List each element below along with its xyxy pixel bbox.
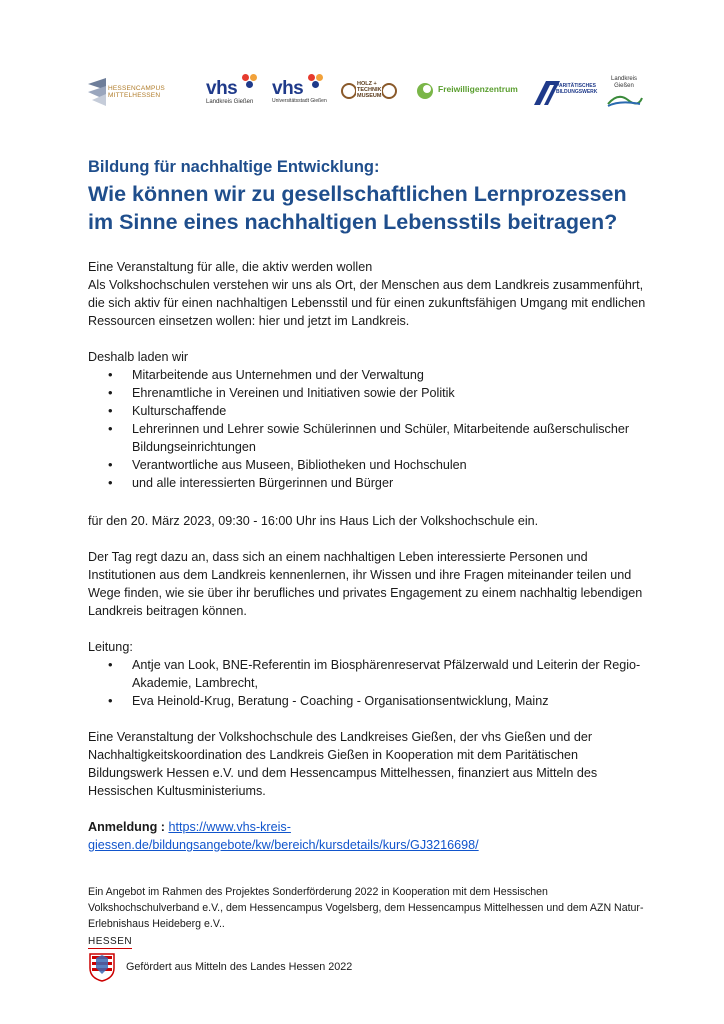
museum-text: HOLZ + TECHNIK MUSEUM [357, 81, 382, 99]
description-paragraph: Der Tag regt dazu an, dass sich an einem nachhaltigen Leben interessierte Personen und Institutionen aus dem Landkreis kennenlernen, ihr Wissen und ihre Fragen miteinander teilen und Wege finden, wie sie über ihr berufliches und privates Engagement zu einem nachhaltig lebendigen Landkreis beitragen können. [88, 550, 643, 618]
vhs-giessen-logo [272, 72, 334, 112]
landkreis-text: Landkreis Gießen [610, 76, 637, 89]
hessen-crest-icon [88, 952, 116, 982]
vhs-giessen-subtitle: Universitätsstadt Gießen [272, 98, 327, 105]
leitung-label: Leitung: [88, 640, 133, 654]
vhs-dots-icon [308, 74, 326, 90]
registration [88, 818, 648, 836]
intro-paragraph: Als Volkshochschulen verstehen wir uns als Ort, der Menschen aus dem Landkreis zusammenführt, die sich aktiv für einen nachhaltigen Lebensstil und für einen zukunftsfähigen Umgang mit endlichen Ressourcen einsetzen wollen: hier und jetzt im Landkreis. [88, 278, 646, 328]
registration-label: Anmeldung : [88, 820, 169, 834]
list-item: • Ehrenamtliche in Vereinen und Initiativen sowie der Politik [88, 384, 648, 402]
list-item: • Mitarbeitende aus Unternehmen und der Verwaltung [88, 366, 648, 384]
funding-note: Gefördert aus Mitteln des Landes Hessen 2022 [126, 961, 353, 973]
freiwilligen-leaf-icon [416, 82, 434, 100]
landkreis-giessen-logo [604, 72, 644, 112]
page-subtitle: Bildung für nachhaltige Entwicklung: [88, 158, 380, 176]
hessencampus-text: HESSENCAMPUS MITTELHESSEN [108, 85, 165, 100]
paritaetisches-logo [532, 72, 598, 112]
intro-lead: Eine Veranstaltung für alle, die aktiv werden wollen [88, 260, 373, 274]
list-item: • Lehrerinnen und Lehrer sowie Schülerinnen und Schüler, Mitarbeitende außerschulischer Bildungseinrichtungen [88, 420, 648, 456]
hessen-label: HESSEN [88, 936, 133, 947]
list-item: • und alle interessierten Bürgerinnen und Bürger [88, 474, 648, 492]
holz-technik-museum-logo [340, 72, 398, 112]
vhs-giessen-wordmark: vhs [272, 78, 304, 100]
paritaetisches-text: PARITÄTISCHES BILDUNGSWERK [556, 83, 598, 95]
page-title: Wie können wir zu gesellschaftlichen Lernprozessen im Sinne eines nachhaltigen Lebensstils beitragen? [88, 182, 627, 234]
vhs-landkreis-subtitle: Landkreis Gießen [206, 98, 254, 105]
organizer-paragraph: Eine Veranstaltung der Volkshochschule des Landkreises Gießen, der vhs Gießen und der Nachhaltigkeitskoordination des Landkreis Gießen in Kooperation mit dem Paritätischen Bildungswerk Hessen e.V. und dem Hessencampus Mittelhessen, finanziert aus Mitteln des Hessischen Kultusministeriums. [88, 730, 598, 798]
invite-lead: Deshalb laden wir [88, 350, 189, 364]
leitung-list [88, 656, 648, 710]
landkreis-emblem-icon [604, 90, 644, 108]
vhs-landkreis-wordmark: vhs [206, 77, 238, 99]
partner-logo-strip [86, 72, 646, 112]
registration-line2 [88, 836, 648, 854]
list-item: • Eva Heinold-Krug, Beratung - Coaching - Organisationsentwicklung, Mainz [88, 692, 648, 710]
footer-note: Ein Angebot im Rahmen des Projektes Sonderförderung 2022 in Kooperation mit dem Hessischen Volkshochschulverband e.V., dem Hessencampus Vogelsberg, dem Hessencampus Mittelhessen und dem AZN Natur-Erlebnishaus Heideberg e.V.. [88, 886, 644, 930]
freiwilligenzentrum-logo [416, 72, 516, 112]
registration-link-part2[interactable]: giessen.de/bildungsangebote/kw/bereich/kursdetails/kurs/GJ3216698/ [88, 838, 479, 852]
vhs-dots-icon [242, 74, 260, 90]
event-date: für den 20. März 2023, 09:30 - 16:00 Uhr ins Haus Lich der Volkshochschule ein. [88, 514, 539, 528]
list-item: • Kulturschaffende [88, 402, 648, 420]
list-item: • Antje van Look, BNE-Referentin im Biosphärenreservat Pfälzerwald und Leiterin der Regio-Akademie, Lambrecht, [88, 656, 648, 692]
registration-link-part1[interactable]: https://www.vhs-kreis- [168, 820, 291, 834]
list-item: • Verantwortliche aus Museen, Bibliotheken und Hochschulen [88, 456, 648, 474]
invite-list [88, 366, 648, 492]
hessencampus-logo [86, 72, 196, 112]
vhs-landkreis-logo [206, 72, 262, 112]
freiwilligen-text: Freiwilligenzentrum [438, 84, 518, 94]
